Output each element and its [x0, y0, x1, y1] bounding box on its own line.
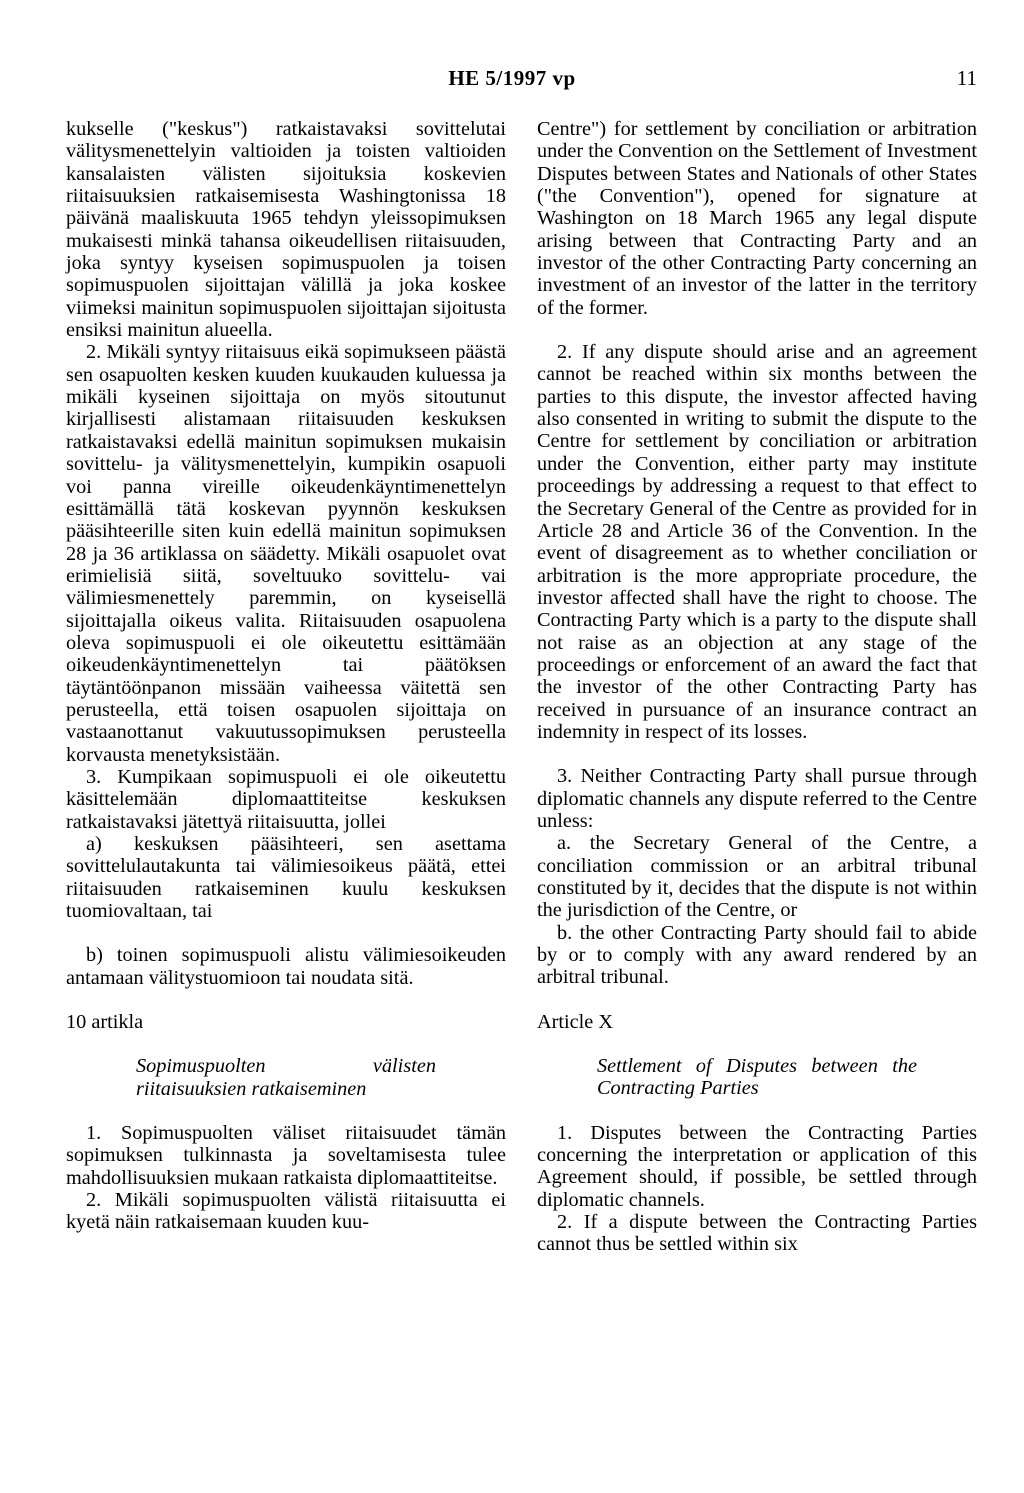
fi-paragraph-1-cont: kukselle ("keskus") ratkaistavaksi sovittelutai välitysmenettelyin valtioiden ja toisten valtioiden kansalaisten välisten sijoituksia koskevien riitaisuuksien ratkaisemisesta Washingtonissa 18 päivänä maaliskuuta 1965 tehdyn yleissopimuksen mukaisesti minkä tahansa oikeudellisen riitaisuuden, joka syntyy kyseisen sopimuspuolen ja toisen sopimuspuolen sijoittajan välillä ja joka koskee viimeksi mainitun sopimuspuolen sijoittajan sijoitusta ensiksi mainitun alueella.	[66, 118, 506, 342]
fi-paragraph-3b: b) toinen sopimuspuoli alistu välimiesoikeuden antamaan välitystuomioon tai noudata sitä.	[66, 944, 506, 989]
fi-paragraph-3: 3. Kumpikaan sopimuspuoli ei ole oikeutettu käsittelemään diplomaattiteitse keskuksen ratkaistavaksi jätettyä riitaisuutta, jollei	[66, 765, 506, 833]
page-number: 11	[956, 66, 977, 90]
en-paragraph-3: 3. Neither Contracting Party shall pursue through diplomatic channels any dispute referred to the Centre unless:	[537, 765, 977, 832]
fi-paragraph-2: 2. Mikäli syntyy riitaisuus eikä sopimukseen päästä sen osapuolten kesken kuuden kuukauden kuluessa ja mikäli kyseinen sijoittaja on myös sitoutunut kirjallisesti alistamaan riitaisuuden keskuksen ratkaistavaksi edellä mainitun sopimuksen mukaisin sovittelu- ja välitysmenettelyin, kumpikin osapuoli voi panna vireille oikeudenkäyntimenettelyn esittämällä tätä koskevan pyynnön keskuksen pääsihteerille siten kuin edellä mainitun sopimuksen 28 ja 36 artiklassa on säädetty. Mikäli osapuolet ovat erimielisiä siitä, soveltuuko sovittelu- vai välimiesmenettely paremmin, on kyseisellä sijoittajalla oikeus valita. Riitaisuuden osapuolena oleva sopimuspuoli ei ole oikeutettu esittämään oikeudenkäyntimenettelyn tai päätöksen täytäntöönpanon missään vaiheessa väitettä sen perusteella, että toisen osapuolen sijoittaja on vastaanottanut vakuutussopimuksen perusteella korvausta menetyksistään.	[66, 341, 506, 766]
document-title: HE 5/1997 vp	[448, 66, 576, 90]
fi-article-title: Sopimuspuolten välisten riitaisuuksien ratkaiseminen	[136, 1055, 436, 1100]
en-paragraph-1-cont: Centre") for settlement by conciliation or arbitration under the Convention on the Settlement of Investment Disputes between States and Nationals of other States ("the Convention"), opened for signature at Washington on 18 March 1965 any legal dispute arising between that Contracting Party and an investor of the other Contracting Party concerning an investment of an investor of the latter in the territory of the former.	[537, 118, 977, 319]
fi-paragraph-3a: a) keskuksen pääsihteeri, sen asettama sovittelulautakunta tai välimiesoikeus päätä, ettei riitaisuuden ratkaiseminen kuulu keskuksen tuomiovaltaan, tai	[66, 833, 506, 923]
en-article-paragraph-1: 1. Disputes between the Contracting Parties concerning the interpretation or application of this Agreement should, if possible, be settled through diplomatic channels.	[537, 1121, 977, 1211]
en-article-paragraph-2: 2. If a dispute between the Contracting Parties cannot thus be settled within six	[537, 1211, 977, 1256]
fi-article-heading: 10 artikla	[66, 1011, 144, 1034]
en-paragraph-3a: a. the Secretary General of the Centre, a conciliation commission or an arbitral tribunal constituted by it, decides that the dispute is not within the jurisdiction of the Centre, or	[537, 832, 977, 922]
en-article-title: Settlement of Disputes between the Contracting Parties	[597, 1055, 917, 1100]
en-paragraph-2: 2. If any dispute should arise and an agreement cannot be reached within six months between the parties to this dispute, the investor affected having also consented in writing to submit the dispute to the Centre for settlement by conciliation or arbitration under the Convention, either party may institute proceedings by addressing a request to that effect to the Secretary General of the Centre as provided for in Article 28 and Article 36 of the Convention. In the event of disagreement as to whether conciliation or arbitration is the more appropriate procedure, the investor affected shall have the right to choose. The Contracting Party which is a party to the dispute shall not raise as an objection at any stage of the proceedings or enforcement of an award the fact that the investor of the other Contracting Party has received in pursuance of an insurance contract an indemnity in respect of its losses.	[537, 341, 977, 743]
fi-article-paragraph-2: 2. Mikäli sopimuspuolten välistä riitaisuutta ei kyetä näin ratkaisemaan kuuden kuu-	[66, 1189, 506, 1234]
fi-article-paragraph-1: 1. Sopimuspuolten väliset riitaisuudet tämän sopimuksen tulkinnasta ja soveltamisesta tulee mahdollisuuksien mukaan ratkaista diplomaattiteitse.	[66, 1122, 506, 1189]
en-paragraph-3b: b. the other Contracting Party should fail to abide by or to comply with any award rendered by an arbitral tribunal.	[537, 921, 977, 989]
en-article-heading: Article X	[537, 1010, 614, 1033]
page-header	[0, 66, 1024, 96]
finnish-column	[66, 118, 506, 1234]
english-column	[537, 118, 977, 1256]
